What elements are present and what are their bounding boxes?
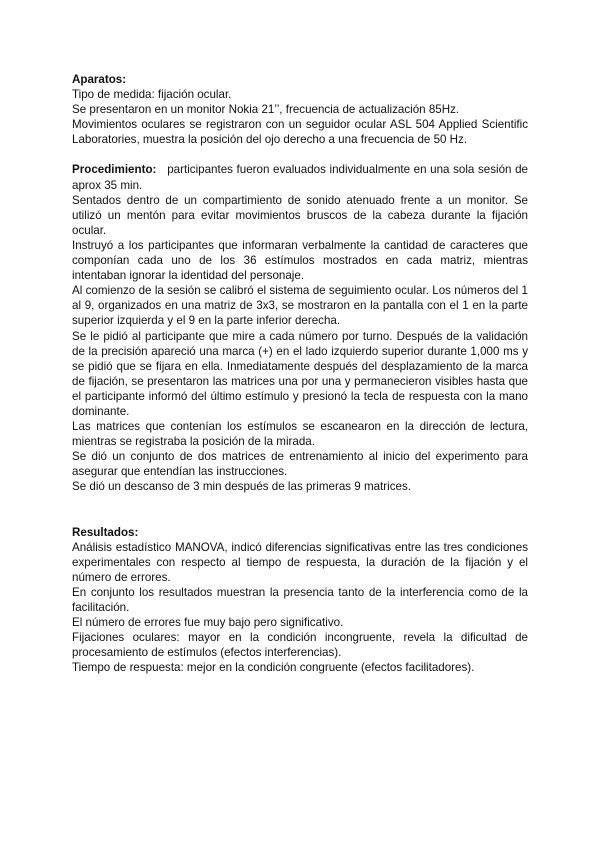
- heading-resultados: Resultados:: [72, 525, 139, 539]
- heading-aparatos: Aparatos:: [72, 73, 127, 86]
- document-body: [72, 72, 528, 675]
- section-aparatos: [72, 72, 528, 147]
- paragraph: El número de errores fue muy bajo pero significativo.: [72, 616, 344, 630]
- paragraph: Se dió un descanso de 3 min después de las primeras 9 matrices.: [72, 480, 411, 494]
- paragraph: Análisis estadístico MANOVA, indicó diferencias significativas entre las tres condiciones experimentales con respecto al tiempo de respuesta, la duración de la fijación y el número de errores.: [72, 540, 528, 584]
- paragraph: Tiempo de respuesta: mejor en la condición congruente (efectos facilitadores).: [72, 661, 475, 675]
- paragraph: Fijaciones oculares: mayor en la condición incongruente, revela la dificultad de procesamiento de estímulos (efectos interferencias).: [72, 631, 528, 660]
- paragraph: Movimientos oculares se registraron con un seguidor ocular ASL 504 Applied Scientific Laboratories, muestra la posición del ojo derecho a una frecuencia de 50 Hz.: [72, 118, 528, 147]
- paragraph: En conjunto los resultados muestran la presencia tanto de la interferencia como de la facilitación.: [72, 585, 528, 614]
- section-resultados: [72, 525, 528, 676]
- paragraph: Se dió un conjunto de dos matrices de entrenamiento al inicio del experimento para asegurar que entendían las instrucciones.: [72, 450, 528, 479]
- heading-procedimiento: Procedimiento:: [72, 163, 157, 177]
- paragraph: Al comienzo de la sesión se calibró el sistema de seguimiento ocular. Los números del 1 al 9, organizados en una matriz de 3x3, se mostraron en la pantalla con el 1 en la parte superior izquierda y el 9 en la parte inferior derecha.: [72, 284, 528, 328]
- paragraph: Sentados dentro de un compartimiento de sonido atenuado frente a un monitor. Se utilizó un mentón para evitar movimientos bruscos de la cabeza durante la fijación ocular.: [72, 193, 528, 237]
- paragraph: Se le pidió al participante que mire a cada número por turno. Después de la validación de la precisión apareció una marca (+) en el lado izquierdo superior durante 1,000 ms y se pidió que se fijara en ella. Inmediatamente después del desplazamiento de la marca de fijación, se presentaron las matrices una por una y permanecieron visibles hasta que el participante informó del último estímulo y presionó la tecla de respuesta con la mano dominante.: [72, 329, 528, 418]
- procedimiento-lead-text: participantes fueron evaluados individualmente en una sola sesión de aprox 35 min.: [72, 163, 529, 192]
- paragraph: Se presentaron en un monitor Nokia 21’’, frecuencia de actualización 85Hz.: [72, 103, 460, 117]
- paragraph: Instruyó a los participantes que informaran verbalmente la cantidad de caracteres que componían cada uno de los 36 estímulos mostrados en cada matriz, mientras intentaban ignorar la identidad del personaje.: [72, 238, 528, 283]
- section-procedimiento: [72, 162, 528, 494]
- paragraph: Las matrices que contenían los estímulos se escanearon en la dirección de lectura, mientras se registraba la posición de la mirada.: [72, 420, 528, 449]
- paragraph: Tipo de medida: fijación ocular.: [72, 88, 232, 102]
- procedimiento-lead: [72, 162, 528, 192]
